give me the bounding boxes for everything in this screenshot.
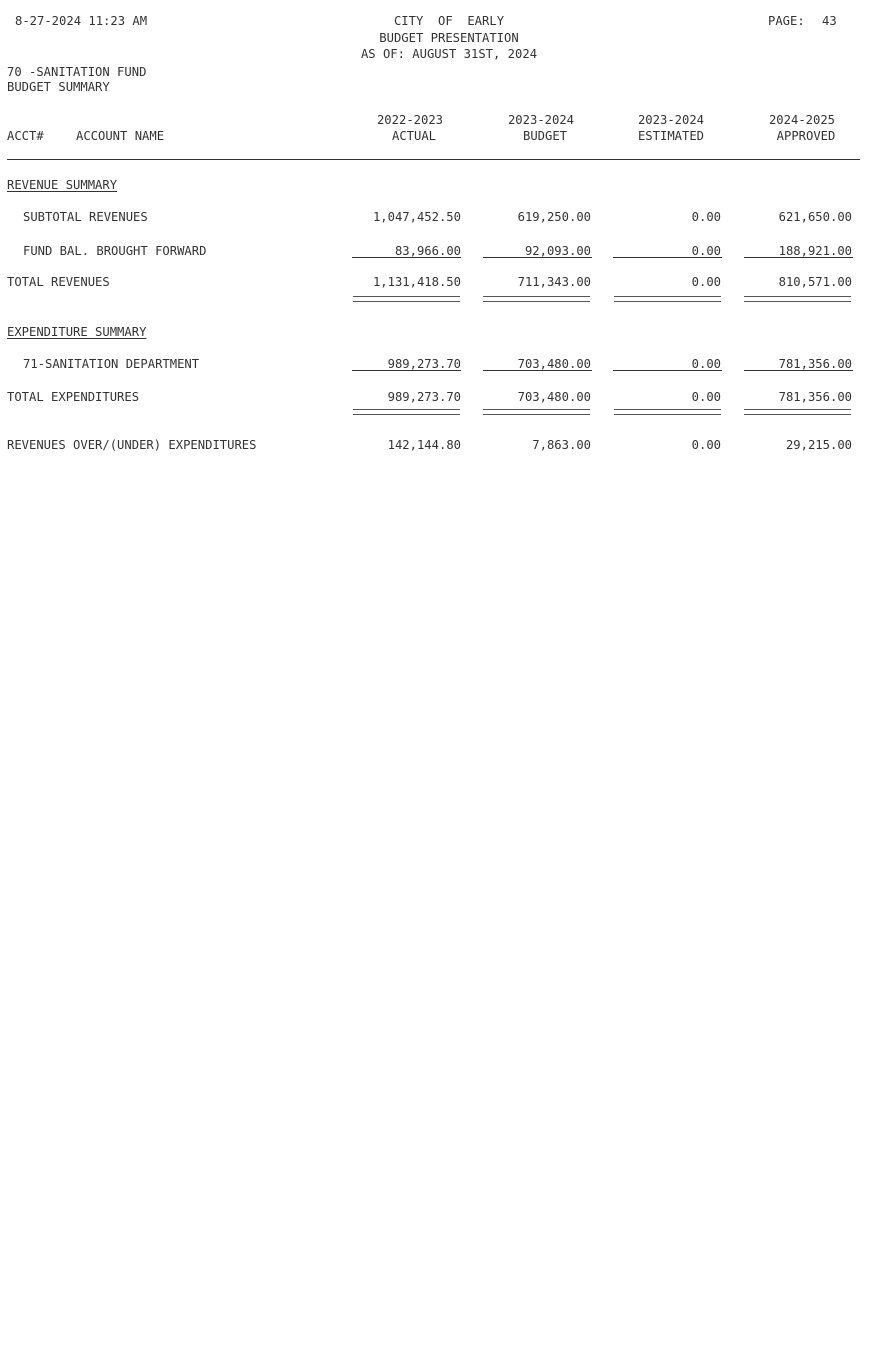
col-header-estimated-year: 2023-2024 — [637, 113, 705, 127]
net-actual: 142,144.80 — [387, 438, 461, 452]
report-timestamp: 8-27-2024 11:23 AM — [15, 14, 148, 28]
expenditure-summary-heading: EXPENDITURE SUMMARY — [7, 325, 147, 339]
row-actual: 1,047,452.50 — [372, 210, 461, 224]
col-header-actual-year: 2022-2023 — [376, 113, 444, 127]
page-number: 43 — [822, 14, 837, 28]
total-expenditures-label: TOTAL EXPENDITURES — [7, 390, 140, 404]
total-actual: 1,131,418.50 — [372, 275, 461, 289]
col-header-acct: ACCT# — [7, 129, 44, 143]
net-approved: 29,215.00 — [785, 438, 852, 452]
row-approved: 621,650.00 — [778, 210, 852, 224]
col-header-actual: ACTUAL — [391, 129, 437, 143]
row-approved: 781,356.00 — [778, 357, 852, 371]
row-estimated: 0.00 — [691, 210, 721, 224]
row-account-name: 71-SANITATION DEPARTMENT — [23, 357, 200, 371]
double-rule — [744, 409, 851, 415]
double-rule — [353, 409, 460, 415]
fund-name: 70 -SANITATION FUND — [7, 65, 147, 79]
total-approved: 810,571.00 — [778, 275, 852, 289]
subtotal-rule — [744, 370, 853, 371]
total-actual: 989,273.70 — [387, 390, 461, 404]
col-header-account-name: ACCOUNT NAME — [76, 129, 165, 143]
row-account-name: SUBTOTAL REVENUES — [23, 210, 148, 224]
row-estimated: 0.00 — [691, 357, 721, 371]
col-header-approved: APPROVED — [776, 129, 836, 143]
subtotal-rule — [483, 370, 592, 371]
row-approved: 188,921.00 — [778, 244, 852, 258]
report-as-of-date: AS OF: AUGUST 31ST, 2024 — [360, 47, 538, 61]
col-header-budget: BUDGET — [522, 129, 568, 143]
subtotal-rule — [744, 257, 853, 258]
net-estimated: 0.00 — [691, 438, 721, 452]
total-estimated: 0.00 — [691, 275, 721, 289]
double-rule — [483, 296, 590, 302]
row-budget: 703,480.00 — [517, 357, 591, 371]
revenue-summary-heading: REVENUE SUMMARY — [7, 178, 118, 192]
row-budget: 92,093.00 — [524, 244, 591, 258]
city-name: CITY OF EARLY — [393, 14, 505, 28]
double-rule — [353, 296, 460, 302]
section-title: BUDGET SUMMARY — [7, 80, 110, 94]
col-header-estimated: ESTIMATED — [637, 129, 705, 143]
row-account-name: FUND BAL. BROUGHT FORWARD — [23, 244, 207, 258]
total-estimated: 0.00 — [691, 390, 721, 404]
total-budget: 711,343.00 — [517, 275, 591, 289]
subtotal-rule — [483, 257, 592, 258]
double-rule — [614, 296, 721, 302]
total-budget: 703,480.00 — [517, 390, 591, 404]
page-label: PAGE: — [768, 14, 805, 28]
subtotal-rule — [613, 370, 722, 371]
subtotal-rule — [352, 370, 461, 371]
header-divider — [7, 159, 860, 160]
row-actual: 989,273.70 — [387, 357, 461, 371]
total-approved: 781,356.00 — [778, 390, 852, 404]
row-actual: 83,966.00 — [394, 244, 461, 258]
double-rule — [744, 296, 851, 302]
row-estimated: 0.00 — [691, 244, 721, 258]
col-header-budget-year: 2023-2024 — [507, 113, 575, 127]
net-label: REVENUES OVER/(UNDER) EXPENDITURES — [7, 438, 257, 452]
subtotal-rule — [613, 257, 722, 258]
col-header-approved-year: 2024-2025 — [768, 113, 836, 127]
net-budget: 7,863.00 — [532, 438, 591, 452]
total-revenues-label: TOTAL REVENUES — [7, 275, 110, 289]
subtotal-rule — [352, 257, 461, 258]
double-rule — [614, 409, 721, 415]
row-budget: 619,250.00 — [517, 210, 591, 224]
double-rule — [483, 409, 590, 415]
report-title: BUDGET PRESENTATION — [379, 31, 519, 45]
